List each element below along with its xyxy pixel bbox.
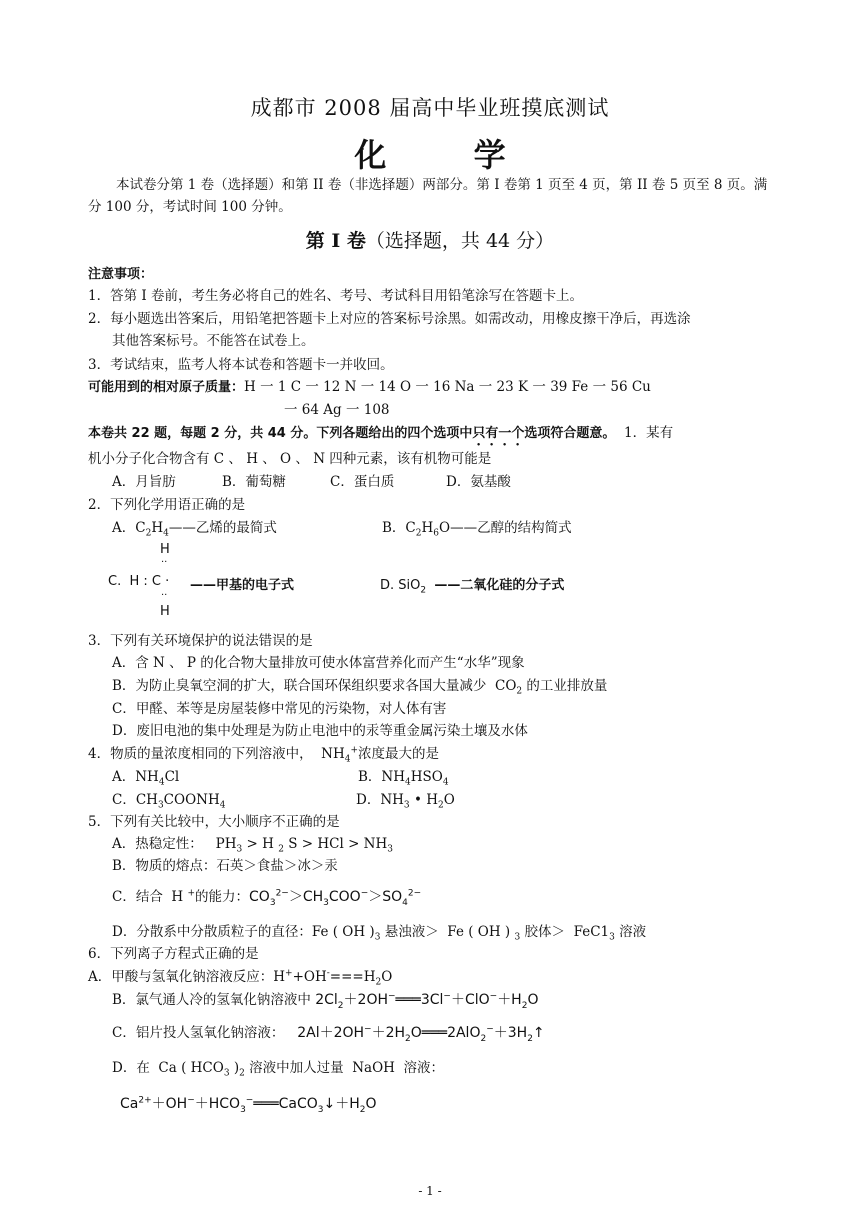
atomic-masses-values: H 一 1 C 一 12 N 一 14 O 一 16 Na 一 23 K 一 39 Fe 一 56 Cu: [244, 379, 651, 395]
q6-option-c: [112, 1023, 545, 1043]
note-3: 3．考试结束，监考人将本试卷和答题卡一并收回。: [88, 357, 394, 373]
lewis-h-bottom: H: [160, 604, 170, 619]
q3-option-d: D．废旧电池的集中处理是为防止电池中的汞等重金属污染土壤及水体: [112, 723, 528, 739]
q3-option-b: B．为防止臭氧空洞的扩大，联合国环保组织要求各国大量减少 $CO_2$ 的工业排放量: [112, 678, 608, 697]
q4-option-d: D．$NH_3$ • $H_2O$: [356, 792, 455, 811]
q2-option-b: B．$C_2H_6O——$乙醇的结构简式: [382, 520, 572, 539]
q4-option-c: C．$CH_3COONH_4$: [112, 792, 226, 811]
notes-heading: 注意事项：: [88, 267, 154, 282]
q1-option-b: B．葡萄糖: [222, 474, 286, 490]
q2-option-d-text: ——二氧化硅的分子式: [434, 578, 565, 593]
instructions-text-a: 本卷共 22 题，每题 2 分，共 44 分。下列各题给出的四个选项中: [88, 426, 473, 441]
q3-option-c: C．甲醛、苯等是房屋装修中常见的污染物，对人体有害: [112, 701, 447, 717]
q4-option-b: B．$NH_4HSO_4$: [358, 769, 449, 788]
instructions-emphasis: 只有一个: [472, 426, 525, 441]
q6-option-b: [112, 990, 538, 1010]
q5-option-c-eq: $CO_3^{2-}>CH_3COO^->SO_4^{2-}$: [249, 888, 422, 908]
q1-stem: 机小分子化合物含有 C 、 H 、 O 、 N 四种元素，该有机物可能是: [88, 451, 492, 467]
q2-option-d: D. SiO$_2$ ——二氧化硅的分子式: [380, 578, 565, 596]
atomic-masses-label: 可能用到的相对原子质量：: [88, 380, 245, 395]
intro-paragraph: 本试卷分第 1 卷（选择题）和第 II 卷（非选择题）两部分。第 I 卷第 1 页至 4 页，第 II 卷 5 页至 8 页。满分 100 分，考试时间 100 分钟。: [88, 177, 768, 215]
q1-option-d: D．氨基酸: [446, 474, 511, 490]
q5-option-d: D．分散系中分散质粒子的直径：Fe ( OH )$_3$ 悬浊液＞ Fe ( OH ) $_3$ 胶体＞ $FeC1_3$ 溶液: [112, 924, 647, 943]
q6-option-c-label: C．铝片投人氢氧化钠溶液：: [112, 1025, 285, 1041]
q6-option-a: A．甲酸与氢氧化钠溶液反应：$H^++OH^-===H_2O$: [88, 968, 393, 988]
q2-option-c-lewis: C. H : C ·: [108, 574, 170, 589]
q1-start: 1．某有: [624, 425, 674, 441]
section-heading-rest: （选择题，共 44 分）: [365, 230, 555, 252]
q1-option-c: C．蛋白质: [330, 474, 395, 490]
atomic-masses-line2: 一 64 Ag 一 108: [284, 402, 390, 418]
note-2b: 其他答案标号。不能答在试卷上。: [112, 333, 315, 349]
q5-stem: 5．下列有关比较中，大小顺序不正确的是: [88, 814, 340, 830]
q6-option-d: D．在 Ca ( $HCO_3$ )$_2$ 溶液中加人过量 NaOH 溶液：: [112, 1060, 445, 1079]
q2-stem: 2．下列化学用语正确的是: [88, 497, 246, 513]
note-2a: 2．每小题选出答案后，用铅笔把答题卡上对应的答案标号涂黑。如需改动，用橡皮擦干净后，再选涂: [88, 311, 691, 327]
q5-option-b: B．物质的熔点：石英＞食盐＞冰＞汞: [112, 858, 338, 874]
section-heading-bold: 第 I 卷: [305, 230, 366, 252]
q6-option-b-label: B．氯气通人冷的氢氧化钠溶液中: [112, 992, 311, 1008]
q2-option-a: A．$C_2H_4——$乙烯的最简式: [112, 520, 277, 539]
subject-title: 化 学: [354, 136, 544, 174]
q2-option-c-text: ——甲基的电子式: [190, 578, 295, 593]
q3-stem: 3．下列有关环境保护的说法错误的是: [88, 633, 313, 649]
section-heading: [0, 226, 860, 253]
q6-option-b-eq: $2Cl_2+2OH^-═══3Cl^-+ClO^-+H_2O$: [315, 991, 539, 1011]
q5-option-c: C．结合 H +的能力：$CO_3^{2-}>CH_3COO^->SO_4^{2-}$: [112, 888, 422, 908]
q4-option-a: A．$NH_4Cl$: [112, 769, 180, 788]
q6-option-d-eq: $Ca^{2+}+OH^-+HCO_3^-═══CaCO_3↓+H_2O$: [120, 1095, 377, 1115]
lewis-dots-bottom: ··: [161, 590, 168, 601]
lewis-h-top: H: [160, 542, 170, 557]
atomic-masses-line1: [88, 377, 651, 398]
q1-option-a: A．月旨肪: [112, 474, 176, 490]
q5-option-a: A．热稳定性： $PH_3 > H$ $_2$ S > HCl > $NH_3$: [112, 836, 393, 855]
note-1: 1．答第 I 卷前，考生务必将自己的姓名、考号、考试科目用铅笔涂写在答题卡上。: [88, 288, 584, 304]
page-number: - 1 -: [418, 1184, 442, 1198]
q6-stem: 6．下列离子方程式正确的是: [88, 946, 259, 962]
exam-title: 成都市 2008 届高中毕业班摸底测试: [250, 96, 610, 120]
q4-stem: 4．物质的量浓度相同的下列溶液中， $NH_4^+$浓度最大的是: [88, 745, 440, 765]
q3-option-a: A．含 N 、 P 的化合物大量排放可使水体富营养化而产生“水华”现象: [112, 655, 525, 671]
lewis-dots-top: ··: [161, 557, 168, 568]
instructions-line: [88, 423, 673, 449]
instructions-text-b: 选项符合题意。: [524, 426, 616, 441]
q6-option-c-eq: $2Al+2OH^-+2H_2O═══2AlO_2^-+3H_2↑$: [297, 1024, 545, 1044]
